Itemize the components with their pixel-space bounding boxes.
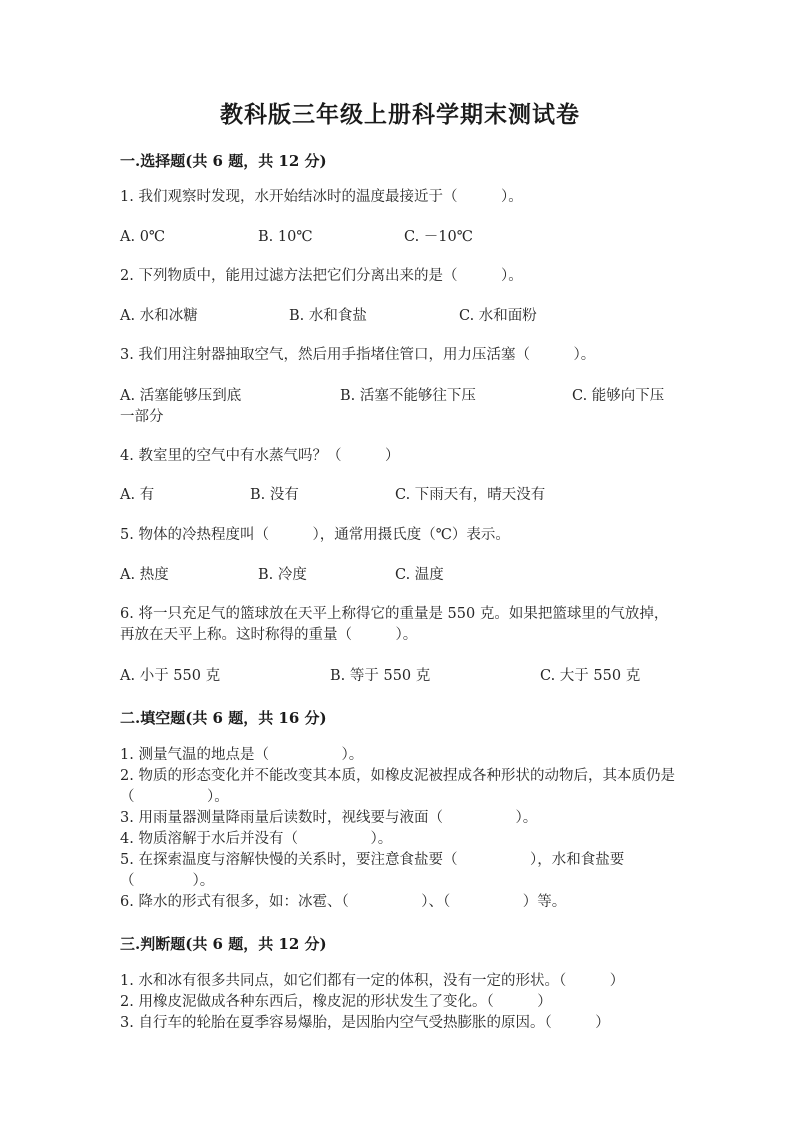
choice-2-option-c: C. 水和面粉 [459,308,537,324]
choice-3-option-b: B. 活塞不能够往下压 [340,388,476,404]
choice-question-5: 5. 物体的冷热程度叫（ ），通常用摄氏度（℃）表示。 [120,527,510,543]
fill-item-5: 5. 在探索温度与溶解快慢的关系时，要注意食盐要（ ），水和食盐要（ ）。 [120,852,625,889]
choice-2-option-b: B. 水和食盐 [289,308,367,324]
choice-1-option-c: C. －10℃ [404,229,473,245]
fill-item-6: 6. 降水的形式有很多，如：冰雹、（ ）、（ ）等。 [120,894,567,910]
choice-1-option-b: B. 10℃ [258,229,313,245]
choice-2-option-a: A. 水和冰糖 [120,308,198,324]
choice-3-option-c-continued: 一部分 [120,409,164,425]
choice-5-option-a: A. 热度 [120,567,169,583]
fill-item-2: 2. 物质的形态变化并不能改变其本质，如橡皮泥被捏成各种形状的动物后，其本质仍是（ ）。 [120,768,675,805]
choice-5-option-c: C. 温度 [395,567,444,583]
exam-title: 教科版三年级上册科学期末测试卷 [220,101,580,128]
choice-1-option-a: A. 0℃ [120,229,166,245]
choice-4-option-c: C. 下雨天有，晴天没有 [395,487,546,503]
judge-item-2: 2. 用橡皮泥做成各种东西后，橡皮泥的形状发生了变化。（ ） [120,994,552,1010]
choice-question-6: 6. 将一只充足气的篮球放在天平上称得它的重量是 550 克。如果把篮球里的气放掉，再放在天平上称。这时称得的重量（ ）。 [120,606,669,643]
judge-item-1: 1. 水和冰有很多共同点，如它们都有一定的体积，没有一定的形状。（ ） [120,973,625,989]
choice-3-option-a: A. 活塞能够压到底 [120,388,242,404]
fill-item-4: 4. 物质溶解于水后并没有（ ）。 [120,831,393,847]
section-heading-judge: 三.判断题(共 6 题，共 12 分) [120,935,327,953]
section-heading-choice: 一.选择题(共 6 题，共 12 分) [120,152,327,170]
choice-6-option-a: A. 小于 550 克 [120,668,221,684]
choice-question-2: 2. 下列物质中，能用过滤方法把它们分离出来的是（ ）。 [120,268,523,284]
choice-5-option-b: B. 冷度 [258,567,307,583]
section-heading-fill: 二.填空题(共 6 题，共 16 分) [120,709,327,727]
choice-6-option-b: B. 等于 550 克 [330,668,431,684]
choice-6-option-c: C. 大于 550 克 [540,668,641,684]
choice-question-1: 1. 我们观察时发现，水开始结冰时的温度最接近于（ ）。 [120,189,523,205]
choice-question-4: 4. 教室里的空气中有水蒸气吗？（ ） [120,448,400,464]
choice-3-option-c: C. 能够向下压 [572,388,665,404]
judge-item-3: 3. 自行车的轮胎在夏季容易爆胎，是因胎内空气受热膨胀的原因。（ ） [120,1015,610,1031]
choice-question-3: 3. 我们用注射器抽取空气，然后用手指堵住管口，用力压活塞（ ）。 [120,347,596,363]
fill-item-1: 1. 测量气温的地点是（ ）。 [120,747,364,763]
choice-4-option-b: B. 没有 [250,487,299,503]
choice-4-option-a: A. 有 [120,487,155,503]
fill-item-3: 3. 用雨量器测量降雨量后读数时，视线要与液面（ ）。 [120,810,538,826]
